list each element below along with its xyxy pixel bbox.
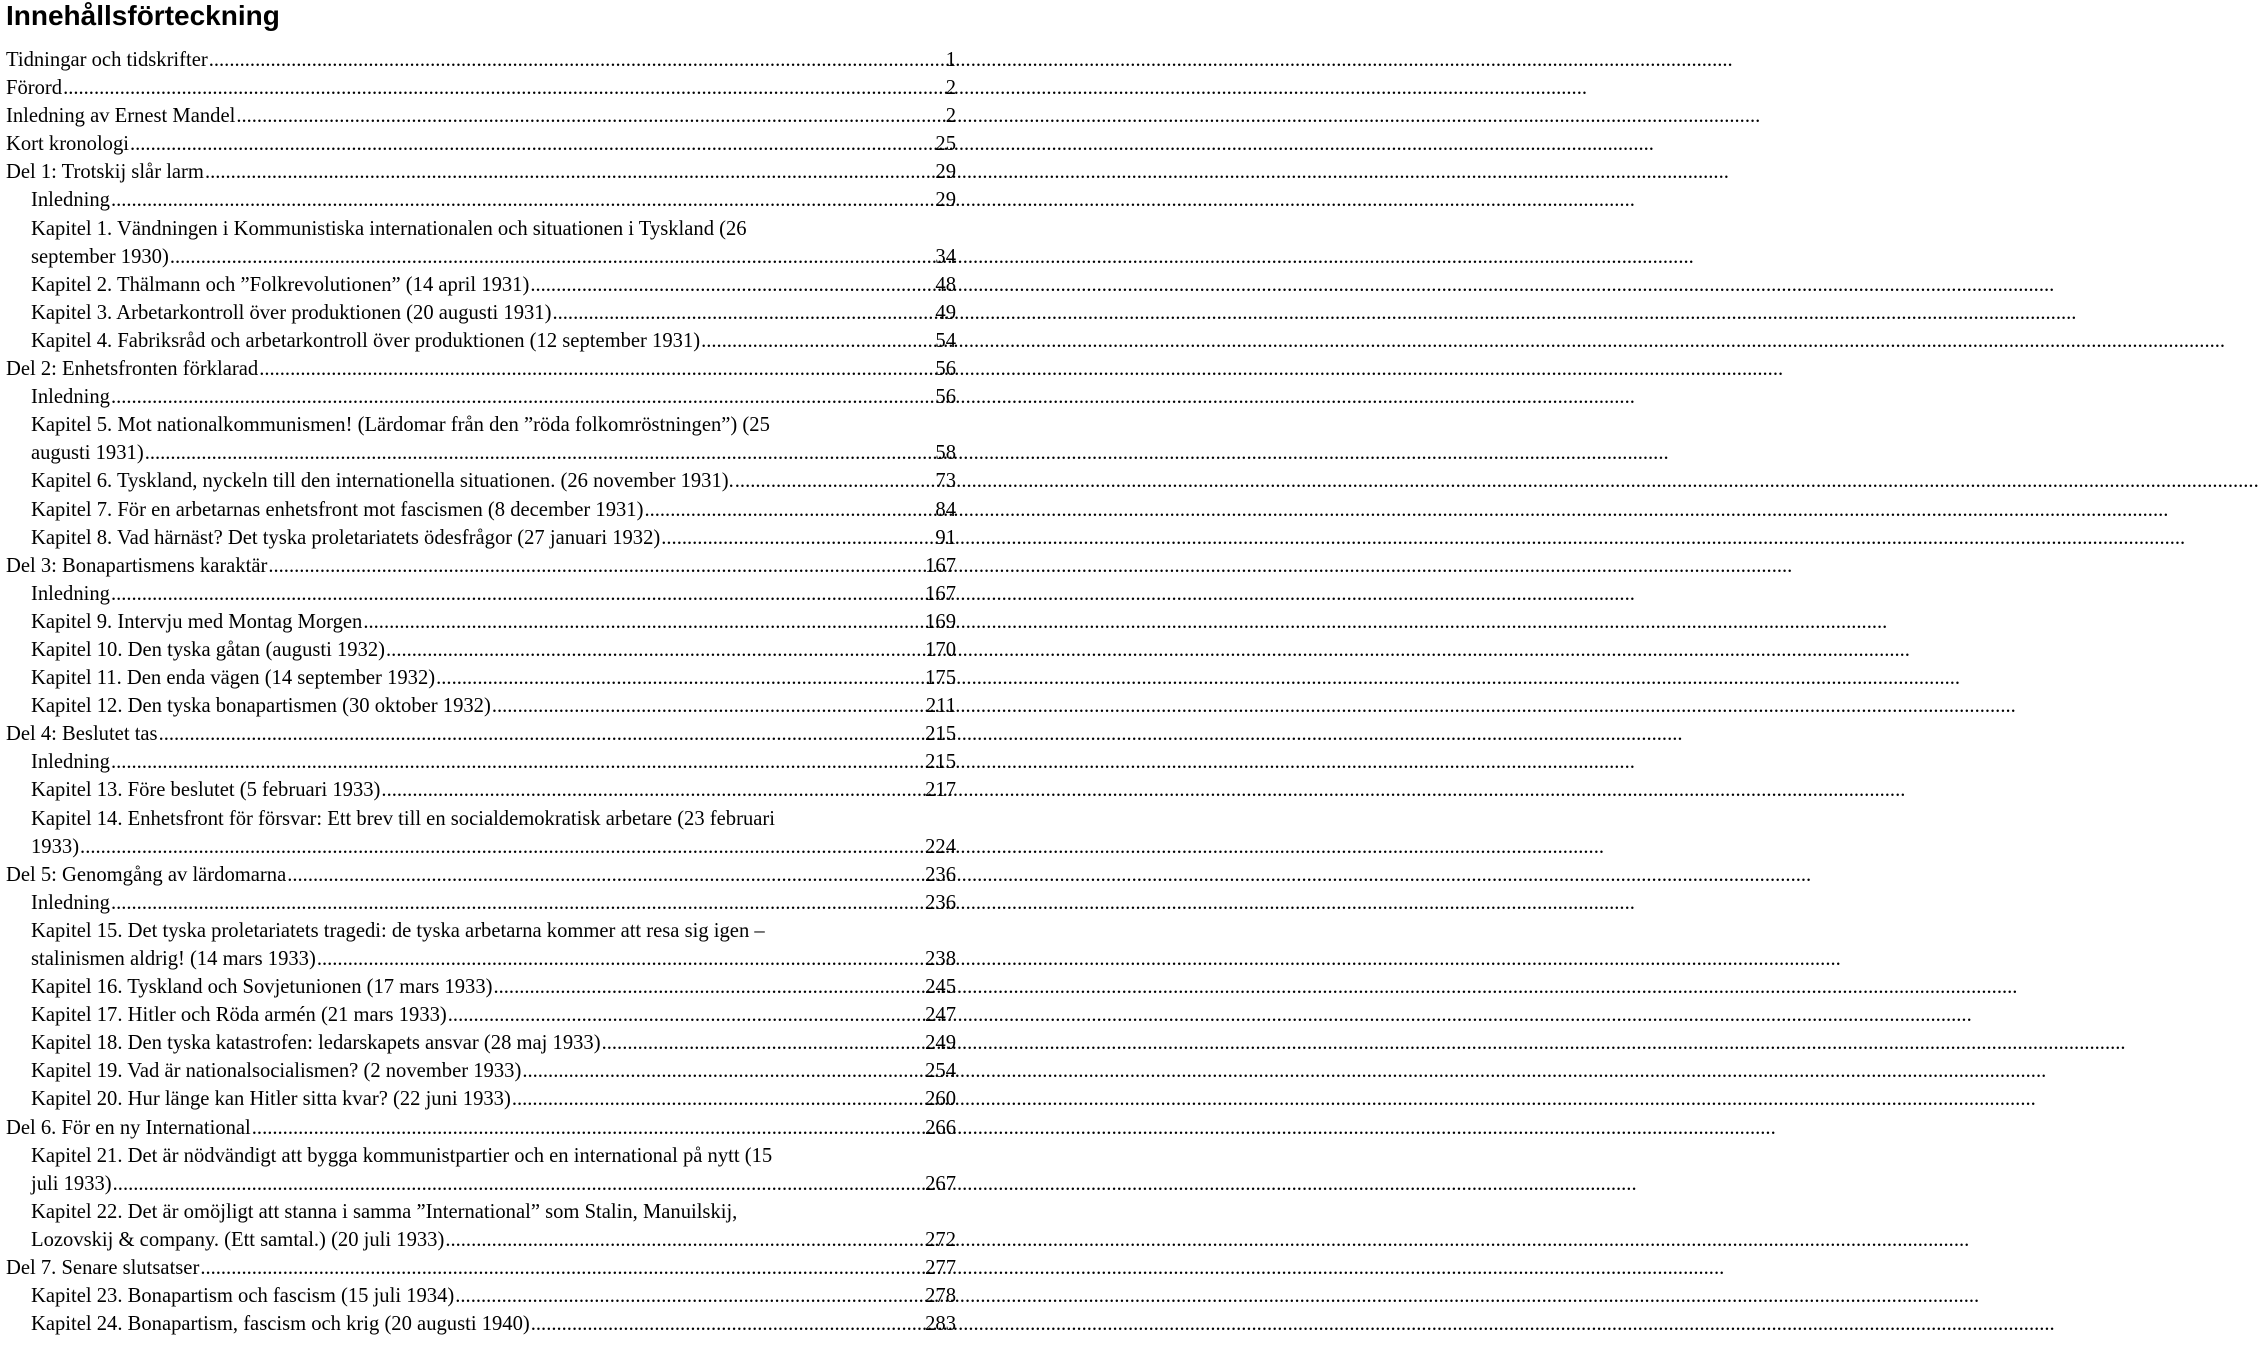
toc-part-entry[interactable] xyxy=(0,1254,960,1282)
toc-entry-title: Kapitel 18. Den tyska katastrofen: ledarskapets ansvar (28 maj 1933) xyxy=(31,1032,601,1055)
dot-leader xyxy=(522,1057,924,1085)
toc-entry-line xyxy=(31,1029,956,1057)
toc-entry-line xyxy=(31,580,956,608)
toc-chapter-entry[interactable] xyxy=(0,271,960,299)
toc-entry-title: 1933) xyxy=(31,835,80,858)
toc-entry-line xyxy=(31,776,956,804)
dot-leader xyxy=(268,552,924,580)
toc-entry-line xyxy=(31,524,956,552)
page-title: Innehållsförteckning xyxy=(6,0,280,31)
toc-page-number: 254 xyxy=(925,1060,956,1083)
toc-entry-title-line: Kapitel 21. Det är nödvändigt att bygga kommunistpartier och en international på nytt (15 xyxy=(31,1144,773,1167)
dot-leader xyxy=(209,46,945,74)
toc-entry-line xyxy=(31,664,956,692)
toc-entry-title: Kapitel 19. Vad är nationalsocialismen? (2 november 1933) xyxy=(31,1060,522,1083)
toc-entry-line xyxy=(31,383,956,411)
toc-entry-line xyxy=(31,1057,956,1085)
toc-chapter-entry[interactable] xyxy=(0,636,960,664)
toc-entry-title: stalinismen aldrig! (14 mars 1933) xyxy=(31,948,316,970)
toc-entry-title: Kapitel 2. Thälmann och ”Folkrevolutionen” (14 april 1931) xyxy=(31,273,530,296)
toc-page-number: 224 xyxy=(925,835,956,858)
toc-page-number: 58 xyxy=(935,442,956,465)
toc-chapter-entry[interactable] xyxy=(0,1057,960,1085)
toc-part-entry[interactable] xyxy=(0,861,960,889)
toc-part-entry[interactable] xyxy=(0,720,960,748)
toc-chapter-entry[interactable] xyxy=(0,1001,960,1029)
toc-entry-title: Kapitel 11. Den enda vägen (14 september 1932) xyxy=(31,667,436,690)
toc-entry-line xyxy=(31,1282,956,1310)
dot-leader xyxy=(512,1085,924,1113)
toc-chapter-entry[interactable] xyxy=(0,1310,960,1338)
toc-page-number: 84 xyxy=(935,498,956,521)
toc-entry-title: Inledning xyxy=(31,751,110,774)
toc-entry-title: Del 5: Genomgång av lärdomarna xyxy=(6,863,287,886)
dot-leader xyxy=(159,720,925,748)
toc-page-number: 266 xyxy=(925,1116,956,1139)
toc-part-entry[interactable] xyxy=(0,158,960,186)
toc-entry-title: Kapitel 16. Tyskland och Sovjetunionen (17 mars 1933) xyxy=(31,976,493,999)
toc-entry-title: Inledning av Ernest Mandel xyxy=(6,105,236,128)
dot-leader xyxy=(602,1029,925,1057)
toc-entry-line xyxy=(31,833,956,861)
dot-leader xyxy=(363,608,924,636)
dot-leader xyxy=(80,833,924,861)
toc-page-number: 25 xyxy=(935,133,956,156)
dot-leader xyxy=(386,636,924,664)
toc-page-number: 167 xyxy=(925,582,956,605)
toc-chapter-entry[interactable] xyxy=(0,805,960,861)
toc-entry-line xyxy=(31,439,956,467)
dot-leader xyxy=(287,861,924,889)
toc-entry-title-line: Kapitel 15. Det tyska proletariatets tragedi: de tyska arbetarna kommer att resa sig igen – xyxy=(31,919,765,942)
toc-entry-line xyxy=(6,1254,956,1282)
toc-chapter-entry[interactable] xyxy=(0,467,960,495)
toc-page-number: 245 xyxy=(925,976,956,999)
toc-chapter-entry[interactable] xyxy=(0,608,960,636)
toc-chapter-entry[interactable] xyxy=(0,973,960,1001)
toc-entry-title-line: Kapitel 1. Vändningen i Kommunistiska internationalen och situationen i Tyskland (26 xyxy=(31,217,747,240)
dot-leader xyxy=(113,1170,924,1198)
toc-entry-line xyxy=(31,692,956,720)
dot-leader xyxy=(455,1282,924,1310)
toc-entry-line xyxy=(31,496,956,524)
table-of-contents xyxy=(0,46,960,1338)
toc-page-number: 211 xyxy=(925,695,956,718)
toc-entry-title: Inledning xyxy=(31,582,110,605)
toc-page-number: 56 xyxy=(935,358,956,381)
toc-page-number: 278 xyxy=(925,1285,956,1308)
toc-page-number: 29 xyxy=(935,161,956,184)
dot-leader xyxy=(130,130,934,158)
toc-entry-title: Inledning xyxy=(31,189,110,212)
toc-entry-line xyxy=(31,1226,956,1254)
toc-entry-title: Kapitel 8. Vad härnäst? Det tyska proletariatets ödesfrågor (27 januari 1932) xyxy=(31,526,661,549)
dot-leader xyxy=(735,467,935,495)
toc-entry-line xyxy=(6,130,956,158)
toc-entry-line xyxy=(31,327,956,355)
toc-chapter-entry[interactable] xyxy=(0,776,960,804)
toc-entry-line xyxy=(6,355,956,383)
toc-entry-title-line: Kapitel 14. Enhetsfront för försvar: Ett brev till en socialdemokratisk arbetare (23 februari xyxy=(31,807,775,830)
toc-entry-title: Tidningar och tidskrifter xyxy=(6,49,208,71)
toc-chapter-entry[interactable] xyxy=(0,1198,960,1254)
toc-page-number: 215 xyxy=(925,751,956,774)
toc-chapter-entry[interactable] xyxy=(0,748,960,776)
toc-page-number: 236 xyxy=(925,863,956,886)
dot-leader xyxy=(448,1001,924,1029)
toc-page-number: 167 xyxy=(925,554,956,577)
toc-page-number: 215 xyxy=(925,723,956,746)
toc-part-entry[interactable] xyxy=(0,355,960,383)
toc-chapter-entry[interactable] xyxy=(0,411,960,467)
toc-page-number: 267 xyxy=(925,1172,956,1195)
toc-entry-line xyxy=(6,1114,956,1142)
toc-entry-line xyxy=(31,299,956,327)
toc-entry-line xyxy=(31,748,956,776)
toc-page-number: 2 xyxy=(945,105,956,128)
dot-leader xyxy=(552,299,934,327)
toc-page-number: 2 xyxy=(945,77,956,100)
toc-entry-title: Kapitel 17. Hitler och Röda armén (21 mars 1933) xyxy=(31,1004,447,1027)
toc-entry-title: Kapitel 10. Den tyska gåtan (augusti 1932) xyxy=(31,638,386,661)
toc-page-number: 34 xyxy=(935,245,956,268)
toc-entry-title: Kapitel 20. Hur länge kan Hitler sitta kvar? (22 juni 1933) xyxy=(31,1088,511,1111)
dot-leader xyxy=(436,664,924,692)
toc-page-number: 29 xyxy=(935,189,956,212)
toc-entry-title: Del 3: Bonapartismens karaktär xyxy=(6,554,268,577)
toc-entry-line xyxy=(31,889,956,917)
toc-entry-title: Förord xyxy=(6,77,63,100)
toc-chapter-entry[interactable] xyxy=(0,327,960,355)
toc-page-number: 260 xyxy=(925,1088,956,1111)
toc-chapter-entry[interactable] xyxy=(0,383,960,411)
toc-part-entry[interactable] xyxy=(0,1114,960,1142)
toc-entry-title: Kort kronologi xyxy=(6,133,129,156)
toc-entry-line xyxy=(31,1085,956,1113)
toc-page-number: 272 xyxy=(925,1228,956,1251)
toc-entry-line xyxy=(6,102,956,130)
toc-entry-title: Kapitel 9. Intervju med Montag Morgen xyxy=(31,610,363,633)
dot-leader xyxy=(492,692,925,720)
toc-entry-title: Del 2: Enhetsfronten förklarad xyxy=(6,358,259,381)
toc-entry-title: Del 7. Senare slutsatser xyxy=(6,1257,200,1280)
dot-leader xyxy=(111,186,934,214)
toc-entry-title: september 1930) xyxy=(31,245,169,268)
dot-leader xyxy=(63,74,945,102)
toc-chapter-entry[interactable] xyxy=(0,889,960,917)
dot-leader xyxy=(661,524,934,552)
toc-entry-line xyxy=(31,945,956,973)
toc-entry-line xyxy=(31,608,956,636)
toc-entry-title: Kapitel 24. Bonapartism, fascism och krig (20 augusti 1940) xyxy=(31,1313,530,1336)
dot-leader xyxy=(205,158,934,186)
toc-entry-line xyxy=(31,636,956,664)
toc-entry-title: juli 1933) xyxy=(31,1172,112,1195)
toc-chapter-entry[interactable] xyxy=(0,692,960,720)
toc-entry-line xyxy=(31,186,956,214)
toc-entry-line xyxy=(6,46,956,74)
toc-entry-title-line: Kapitel 22. Det är omöjligt att stanna i samma ”International” som Stalin, Manuilskij, xyxy=(31,1200,738,1223)
toc-page-number: 73 xyxy=(935,470,956,493)
toc-entry-title: Kapitel 3. Arbetarkontroll över produktionen (20 augusti 1931) xyxy=(31,301,552,324)
toc-chapter-entry[interactable] xyxy=(0,1142,960,1198)
toc-page-number: 249 xyxy=(925,1032,956,1055)
toc-entry-title: Inledning xyxy=(31,891,110,914)
toc-entry-title: Del 4: Beslutet tas xyxy=(6,723,158,746)
toc-entry-title: Del 6. För en ny International xyxy=(6,1116,251,1139)
toc-entry-line xyxy=(31,973,956,1001)
toc-entry-line xyxy=(31,271,956,299)
toc-entry-title: Kapitel 12. Den tyska bonapartismen (30 oktober 1932) xyxy=(31,695,491,718)
toc-page-number: 1 xyxy=(945,49,956,71)
dot-leader xyxy=(111,889,924,917)
toc-chapter-entry[interactable] xyxy=(0,580,960,608)
toc-chapter-entry[interactable] xyxy=(0,917,960,973)
toc-entry-line xyxy=(6,552,956,580)
toc-part-entry[interactable] xyxy=(0,46,960,74)
toc-entry-title: Kapitel 7. För en arbetarnas enhetsfront mot fascismen (8 december 1931) xyxy=(31,498,644,521)
dot-leader xyxy=(493,973,924,1001)
toc-page-number: 54 xyxy=(935,329,956,352)
toc-entry-line xyxy=(31,467,956,495)
dot-leader xyxy=(252,1114,924,1142)
toc-chapter-entry[interactable] xyxy=(0,524,960,552)
toc-page-number: 217 xyxy=(925,779,956,802)
toc-page-number: 169 xyxy=(925,610,956,633)
dot-leader xyxy=(531,1310,924,1338)
dot-leader xyxy=(200,1254,924,1282)
toc-entry-line xyxy=(6,861,956,889)
toc-chapter-entry[interactable] xyxy=(0,1282,960,1310)
toc-page-number: 247 xyxy=(925,1004,956,1027)
toc-entry-line xyxy=(6,74,956,102)
dot-leader xyxy=(644,496,934,524)
dot-leader xyxy=(111,383,934,411)
toc-part-entry[interactable] xyxy=(0,130,960,158)
dot-leader xyxy=(701,327,934,355)
toc-chapter-entry[interactable] xyxy=(0,1029,960,1057)
toc-page-number: 277 xyxy=(925,1257,956,1280)
toc-entry-line xyxy=(31,1310,956,1338)
dot-leader xyxy=(530,271,934,299)
toc-entry-title: Del 1: Trotskij slår larm xyxy=(6,161,204,184)
dot-leader xyxy=(111,580,924,608)
toc-entry-title: augusti 1931) xyxy=(31,442,144,465)
dot-leader xyxy=(445,1226,924,1254)
toc-page-number: 238 xyxy=(925,948,956,970)
toc-entry-line xyxy=(6,720,956,748)
toc-entry-line xyxy=(6,158,956,186)
dot-leader xyxy=(381,776,924,804)
dot-leader xyxy=(170,243,935,271)
toc-entry-line xyxy=(31,243,956,271)
toc-page-number: 170 xyxy=(925,638,956,661)
toc-entry-title-line: Kapitel 5. Mot nationalkommunismen! (Lärdomar från den ”röda folkomröstningen”) (25 xyxy=(31,414,770,437)
toc-page-number: 48 xyxy=(935,273,956,296)
toc-part-entry[interactable] xyxy=(0,74,960,102)
toc-entry-title: Lozovskij & company. (Ett samtal.) (20 juli 1933) xyxy=(31,1228,445,1251)
toc-page-number: 49 xyxy=(935,301,956,324)
toc-page-number: 56 xyxy=(935,386,956,409)
toc-chapter-entry[interactable] xyxy=(0,186,960,214)
toc-chapter-entry[interactable] xyxy=(0,496,960,524)
toc-chapter-entry[interactable] xyxy=(0,215,960,271)
dot-leader xyxy=(145,439,935,467)
toc-page-number: 91 xyxy=(935,526,956,549)
toc-entry-line xyxy=(31,1001,956,1029)
toc-chapter-entry[interactable] xyxy=(0,299,960,327)
dot-leader xyxy=(236,102,944,130)
toc-page-number: 236 xyxy=(925,891,956,914)
toc-entry-title: Kapitel 6. Tyskland, nyckeln till den internationella situationen. (26 november 1931). xyxy=(31,470,734,493)
dot-leader xyxy=(317,945,924,973)
toc-entry-line xyxy=(31,1170,956,1198)
toc-chapter-entry[interactable] xyxy=(0,664,960,692)
toc-entry-title: Inledning xyxy=(31,386,110,409)
toc-entry-title: Kapitel 13. Före beslutet (5 februari 1933) xyxy=(31,779,381,802)
toc-chapter-entry[interactable] xyxy=(0,1085,960,1113)
toc-page-number: 175 xyxy=(925,667,956,690)
toc-page-number: 283 xyxy=(925,1313,956,1336)
toc-part-entry[interactable] xyxy=(0,552,960,580)
dot-leader xyxy=(111,748,924,776)
toc-part-entry[interactable] xyxy=(0,102,960,130)
toc-entry-title: Kapitel 23. Bonapartism och fascism (15 juli 1934) xyxy=(31,1285,455,1308)
dot-leader xyxy=(259,355,934,383)
toc-entry-title: Kapitel 4. Fabriksråd och arbetarkontroll över produktionen (12 september 1931) xyxy=(31,329,701,352)
